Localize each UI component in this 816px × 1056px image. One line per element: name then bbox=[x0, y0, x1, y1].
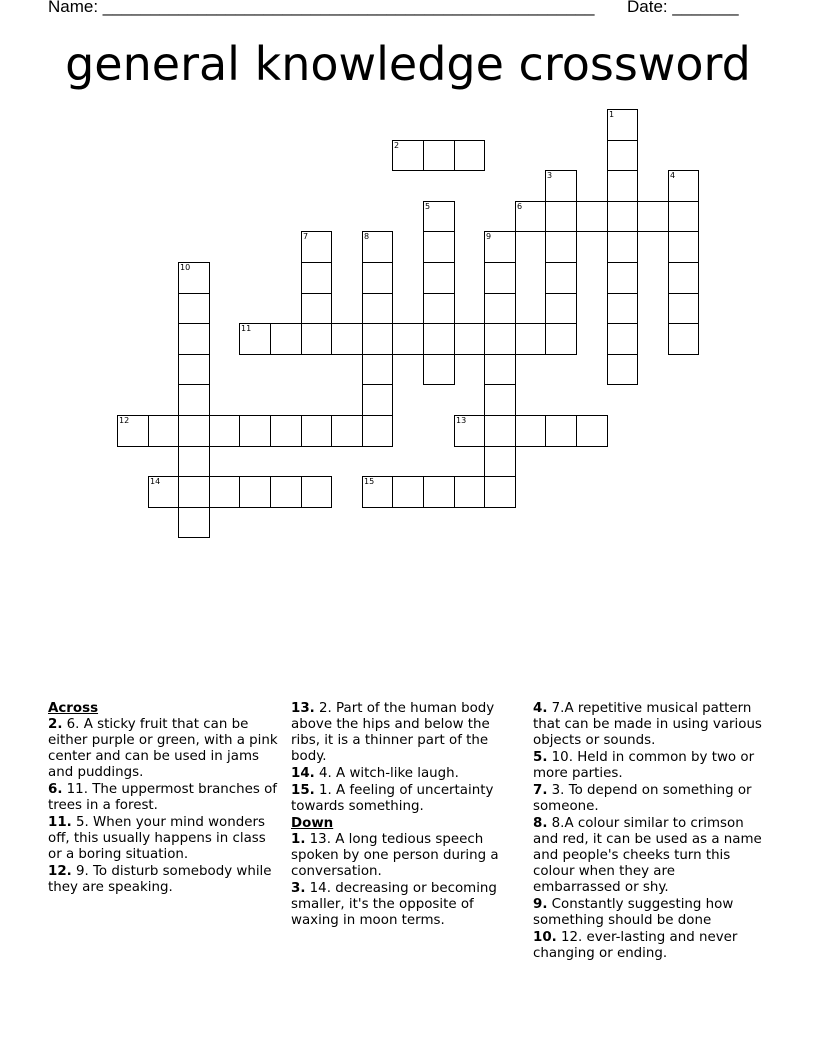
grid-cell[interactable] bbox=[668, 293, 699, 324]
grid-cell[interactable] bbox=[545, 262, 577, 294]
grid-cell[interactable] bbox=[331, 415, 363, 447]
clue-number: 15 bbox=[364, 477, 375, 486]
down-clue: 10. 12. ever-lasting and never changing or ending. bbox=[533, 930, 738, 961]
grid-cell[interactable] bbox=[484, 323, 516, 355]
across-clue: 14. 4. A witch-like laugh. bbox=[291, 766, 459, 781]
grid-cell[interactable] bbox=[178, 384, 210, 416]
grid-cell[interactable] bbox=[178, 262, 210, 294]
grid-cell[interactable] bbox=[668, 170, 699, 202]
across-clue: 6. 11. The uppermost branches of trees in a forest. bbox=[48, 782, 278, 813]
grid-cell[interactable] bbox=[362, 476, 393, 508]
clues-column-1 bbox=[48, 701, 278, 897]
down-clue: 7. 3. To depend on something or someone. bbox=[533, 783, 752, 814]
down-clue: 3. 14. decreasing or becoming smaller, it's the opposite of waxing in moon terms. bbox=[291, 881, 497, 928]
page-title: general knowledge crossword bbox=[65, 37, 751, 91]
name-field[interactable]: Name: ____________________________________________________ bbox=[48, 0, 595, 16]
grid-cell[interactable] bbox=[607, 354, 638, 385]
grid-cell[interactable] bbox=[423, 323, 455, 355]
clue-number: 4 bbox=[670, 171, 676, 180]
grid-cell[interactable] bbox=[209, 415, 240, 447]
grid-cell[interactable] bbox=[178, 354, 210, 385]
clue-number: 9 bbox=[486, 232, 492, 241]
grid-cell[interactable] bbox=[576, 201, 608, 232]
grid-cell[interactable] bbox=[484, 354, 516, 385]
grid-cell[interactable] bbox=[607, 201, 638, 232]
grid-cell[interactable] bbox=[423, 476, 455, 508]
grid-cell[interactable] bbox=[301, 476, 332, 508]
down-clue: 8. 8.A colour similar to crimson and red, it can be used as a name and people's cheeks turn this colour when they are embarrassed or shy. bbox=[533, 816, 762, 895]
down-clue: 9. Constantly suggesting how something should be done bbox=[533, 897, 734, 928]
down-clue: 1. 13. A long tedious speech spoken by one person during a conversation. bbox=[291, 832, 499, 879]
grid-cell[interactable] bbox=[545, 201, 577, 232]
grid-cell[interactable] bbox=[484, 293, 516, 324]
grid-cell[interactable] bbox=[423, 354, 455, 385]
clue-number: 12 bbox=[119, 416, 130, 425]
grid-cell[interactable] bbox=[270, 323, 302, 355]
down-heading: Down bbox=[291, 816, 334, 831]
grid-cell[interactable] bbox=[607, 170, 638, 202]
grid-cell[interactable] bbox=[362, 323, 393, 355]
clue-number: 14 bbox=[150, 477, 161, 486]
grid-cell[interactable] bbox=[545, 323, 577, 355]
grid-cell[interactable] bbox=[484, 446, 516, 477]
date-field[interactable]: Date: _______ bbox=[627, 0, 739, 16]
grid-cell[interactable] bbox=[209, 476, 240, 508]
clues-column-2 bbox=[291, 701, 519, 930]
grid-cell[interactable] bbox=[545, 231, 577, 263]
grid-cell[interactable] bbox=[148, 415, 179, 447]
grid-cell[interactable] bbox=[423, 262, 455, 294]
down-clue: 5. 10. Held in common by two or more parties. bbox=[533, 750, 755, 781]
grid-cell[interactable] bbox=[362, 415, 393, 447]
grid-cell[interactable] bbox=[484, 384, 516, 416]
grid-cell[interactable] bbox=[392, 323, 424, 355]
grid-cell[interactable] bbox=[668, 201, 699, 232]
grid-cell[interactable] bbox=[423, 231, 455, 263]
grid-cell[interactable] bbox=[454, 140, 485, 171]
grid-cell[interactable] bbox=[301, 231, 332, 263]
grid-cell[interactable] bbox=[668, 262, 699, 294]
grid-cell[interactable] bbox=[270, 415, 302, 447]
clue-number: 13 bbox=[456, 416, 467, 425]
grid-cell[interactable] bbox=[362, 231, 393, 263]
grid-cell[interactable] bbox=[362, 354, 393, 385]
grid-cell[interactable] bbox=[484, 415, 516, 447]
grid-cell[interactable] bbox=[178, 446, 210, 477]
grid-cell[interactable] bbox=[484, 262, 516, 294]
grid-cell[interactable] bbox=[515, 323, 546, 355]
clue-number: 3 bbox=[547, 171, 553, 180]
grid-cell[interactable] bbox=[423, 140, 455, 171]
grid-cell[interactable] bbox=[668, 323, 699, 355]
grid-cell[interactable] bbox=[362, 262, 393, 294]
clue-number: 11 bbox=[241, 324, 252, 333]
grid-cell[interactable] bbox=[178, 476, 210, 508]
grid-cell[interactable] bbox=[576, 415, 608, 447]
across-clue: 15. 1. A feeling of uncertainty towards something. bbox=[291, 783, 494, 814]
grid-cell[interactable] bbox=[545, 415, 577, 447]
grid-cell[interactable] bbox=[331, 323, 363, 355]
grid-cell[interactable] bbox=[117, 415, 149, 447]
grid-cell[interactable] bbox=[607, 323, 638, 355]
clue-number: 5 bbox=[425, 202, 431, 211]
clue-number: 1 bbox=[609, 110, 615, 119]
grid-cell[interactable] bbox=[484, 231, 516, 263]
grid-cell[interactable] bbox=[668, 231, 699, 263]
grid-cell[interactable] bbox=[392, 476, 424, 508]
grid-cell[interactable] bbox=[239, 415, 271, 447]
grid-cell[interactable] bbox=[515, 415, 546, 447]
grid-cell[interactable] bbox=[454, 415, 485, 447]
grid-cell[interactable] bbox=[392, 140, 424, 171]
grid-cell[interactable] bbox=[423, 201, 455, 232]
across-clue: 13. 2. Part of the human body above the hips and below the ribs, it is a thinner part of the body. bbox=[291, 701, 495, 764]
grid-cell[interactable] bbox=[362, 293, 393, 324]
clue-number: 6 bbox=[517, 202, 523, 211]
grid-cell[interactable] bbox=[270, 476, 302, 508]
across-clue: 12. 9. To disturb somebody while they are speaking. bbox=[48, 864, 272, 895]
grid-cell[interactable] bbox=[301, 415, 332, 447]
clues-column-3 bbox=[533, 701, 765, 963]
grid-cell[interactable] bbox=[178, 415, 210, 447]
grid-cell[interactable] bbox=[454, 323, 485, 355]
grid-cell[interactable] bbox=[239, 323, 271, 355]
across-clue: 11. 5. When your mind wonders off, this usually happens in class or a boring situation. bbox=[48, 815, 266, 862]
grid-cell[interactable] bbox=[637, 201, 669, 232]
grid-cell[interactable] bbox=[607, 140, 638, 171]
grid-cell[interactable] bbox=[484, 476, 516, 508]
grid-cell[interactable] bbox=[607, 109, 638, 141]
grid-cell[interactable] bbox=[239, 476, 271, 508]
grid-cell[interactable] bbox=[301, 293, 332, 324]
clue-number: 10 bbox=[180, 263, 191, 272]
across-heading: Across bbox=[48, 701, 99, 716]
grid-cell[interactable] bbox=[545, 170, 577, 202]
grid-cell[interactable] bbox=[178, 293, 210, 324]
clue-number: 2 bbox=[394, 141, 400, 150]
across-clue: 2. 6. A sticky fruit that can be either purple or green, with a pink center and can be used in jams and puddings. bbox=[48, 717, 278, 780]
clue-number: 8 bbox=[364, 232, 370, 241]
clue-number: 7 bbox=[303, 232, 309, 241]
grid-cell[interactable] bbox=[301, 323, 332, 355]
grid-cell[interactable] bbox=[545, 293, 577, 324]
grid-cell[interactable] bbox=[454, 476, 485, 508]
grid-cell[interactable] bbox=[607, 293, 638, 324]
grid-cell[interactable] bbox=[423, 293, 455, 324]
grid-cell[interactable] bbox=[148, 476, 179, 508]
grid-cell[interactable] bbox=[515, 201, 546, 232]
grid-cell[interactable] bbox=[178, 323, 210, 355]
grid-cell[interactable] bbox=[607, 231, 638, 263]
grid-cell[interactable] bbox=[607, 262, 638, 294]
grid-cell[interactable] bbox=[178, 507, 210, 538]
grid-cell[interactable] bbox=[362, 384, 393, 416]
down-clue: 4. 7.A repetitive musical pattern that can be made in using various objects or sounds. bbox=[533, 701, 762, 748]
grid-cell[interactable] bbox=[301, 262, 332, 294]
